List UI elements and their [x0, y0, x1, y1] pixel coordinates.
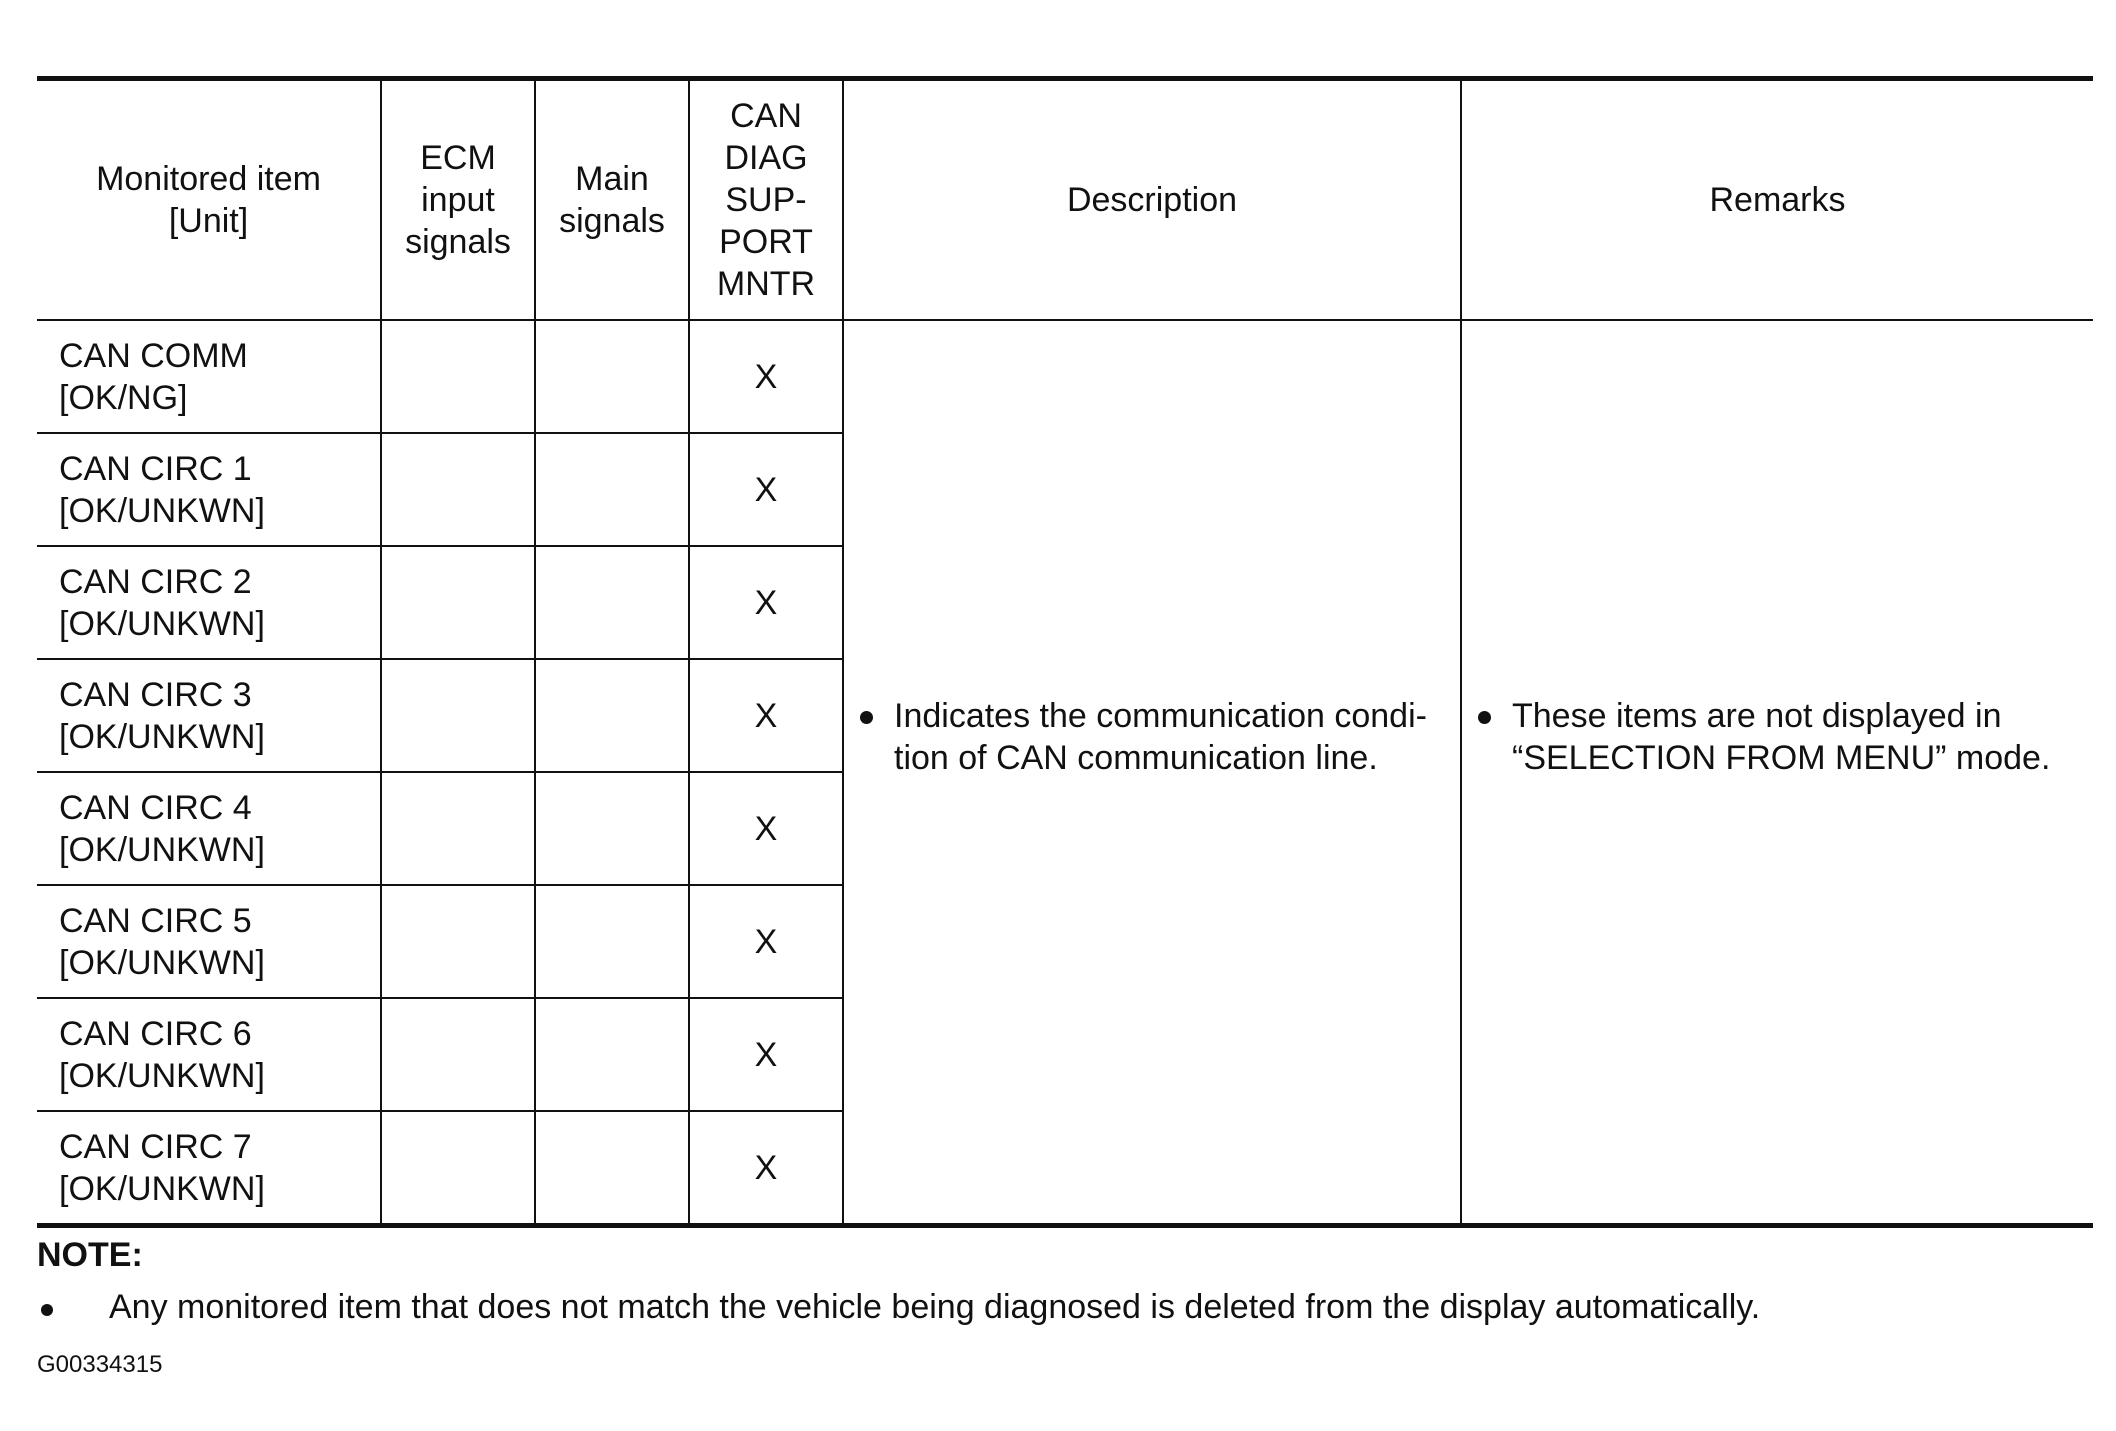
monitored-item-cell	[37, 433, 381, 546]
item-unit: [OK/UNKWN]	[59, 1056, 265, 1095]
ecm-input-cell	[381, 659, 535, 772]
item-name: CAN CIRC 7	[59, 1127, 252, 1166]
item-unit: [OK/UNKWN]	[59, 604, 265, 643]
remarks-bullet: These items are not displayed in “SELECTION FROM MENU” mode.	[1462, 695, 2093, 779]
item-name: CAN CIRC 6	[59, 1014, 252, 1053]
note-item	[37, 1286, 2093, 1328]
bullet-icon	[41, 1304, 53, 1316]
main-signal-cell	[535, 772, 689, 885]
figure-id: G00334315	[37, 1351, 163, 1378]
monitor-item-sheet	[37, 76, 2093, 1380]
monitored-item-cell	[37, 885, 381, 998]
note-title: NOTE:	[37, 1236, 143, 1274]
monitored-item-cell	[37, 320, 381, 433]
item-name: CAN CIRC 4	[59, 788, 252, 827]
main-signal-cell	[535, 1111, 689, 1226]
monitored-item-cell	[37, 659, 381, 772]
monitored-item-cell	[37, 772, 381, 885]
item-unit: [OK/UNKWN]	[59, 1169, 265, 1208]
item-name: CAN CIRC 2	[59, 562, 252, 601]
monitor-item-table	[37, 76, 2093, 1228]
ecm-input-cell	[381, 320, 535, 433]
monitored-item-cell	[37, 998, 381, 1111]
main-signal-cell	[535, 659, 689, 772]
ecm-input-cell	[381, 772, 535, 885]
bullet-icon	[1478, 711, 1491, 724]
main-signal-cell	[535, 433, 689, 546]
remarks-cell	[1461, 320, 2093, 1226]
item-name: CAN CIRC 5	[59, 901, 252, 940]
can-diag-mark: X	[689, 1111, 843, 1226]
item-name: CAN COMM	[59, 336, 248, 375]
table-row	[37, 320, 2093, 433]
can-diag-mark: X	[689, 659, 843, 772]
monitored-item-cell	[37, 546, 381, 659]
can-diag-mark: X	[689, 546, 843, 659]
main-signal-cell	[535, 885, 689, 998]
monitored-item-cell	[37, 1111, 381, 1226]
item-unit: [OK/UNKWN]	[59, 717, 265, 756]
ecm-input-cell	[381, 433, 535, 546]
can-diag-mark: X	[689, 998, 843, 1111]
table-header-row	[37, 79, 2093, 321]
item-name: CAN CIRC 1	[59, 449, 252, 488]
note-section	[37, 1234, 2093, 1328]
can-diag-mark: X	[689, 320, 843, 433]
item-name: CAN CIRC 3	[59, 675, 252, 714]
item-unit: [OK/UNKWN]	[59, 491, 265, 530]
header-remarks: Remarks	[1461, 79, 2093, 321]
bullet-icon	[860, 711, 873, 724]
item-unit: [OK/UNKWN]	[59, 943, 265, 982]
ecm-input-cell	[381, 998, 535, 1111]
can-diag-mark: X	[689, 772, 843, 885]
main-signal-cell	[535, 998, 689, 1111]
ecm-input-cell	[381, 885, 535, 998]
can-diag-mark: X	[689, 433, 843, 546]
can-diag-mark: X	[689, 885, 843, 998]
header-main-signals: Main signals	[535, 79, 689, 321]
description-cell	[843, 320, 1461, 1226]
header-monitored-item: Monitored item [Unit]	[37, 79, 381, 321]
note-text: Any monitored item that does not match the vehicle being diagnosed is deleted from the display automatically.	[109, 1288, 1761, 1326]
ecm-input-cell	[381, 1111, 535, 1226]
header-description: Description	[843, 79, 1461, 321]
item-unit: [OK/UNKWN]	[59, 830, 265, 869]
main-signal-cell	[535, 546, 689, 659]
item-unit: [OK/NG]	[59, 378, 188, 417]
header-ecm-input-signals: ECM input signals	[381, 79, 535, 321]
header-can-diag-support-mntr: CAN DIAG SUP- PORT MNTR	[689, 79, 843, 321]
ecm-input-cell	[381, 546, 535, 659]
main-signal-cell	[535, 320, 689, 433]
description-bullet: Indicates the communication condi- tion of CAN communication line.	[844, 695, 1460, 779]
